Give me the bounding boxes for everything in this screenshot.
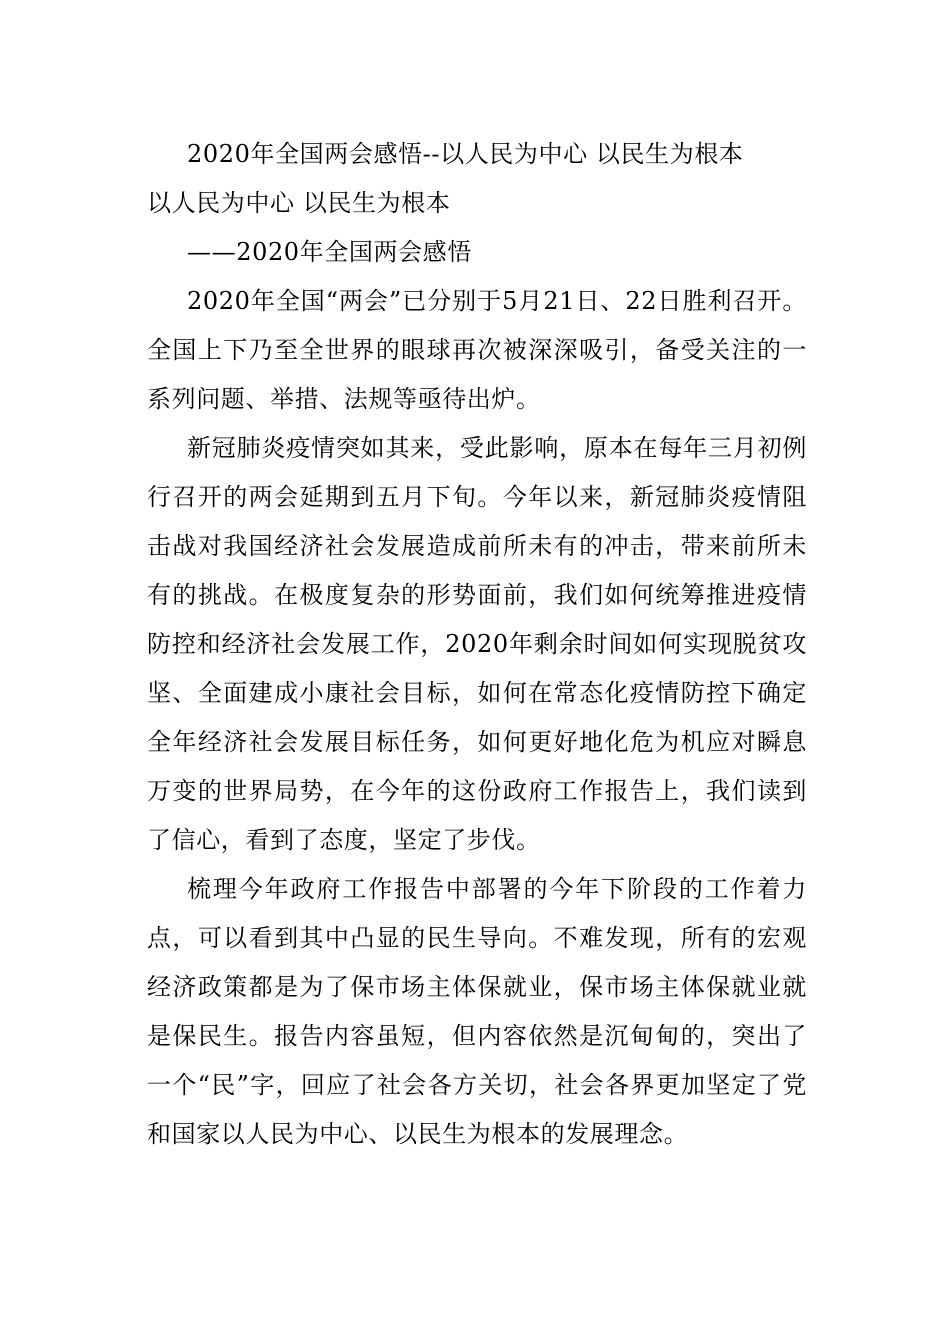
document-body [147, 130, 807, 1159]
paragraph-1: 2020年全国“两会”已分别于5月21日、22日胜利召开。全国上下乃至全世界的眼球再次被深深吸引，备受关注的一系列问题、举措、法规等亟待出炉。 [147, 287, 807, 413]
paragraph-3: 梳理今年政府工作报告中部署的今年下阶段的工作着力点，可以看到其中凸显的民生导向。不难发现，所有的宏观经济政策都是为了保市场主体保就业，保市场主体保就业就是保民生。报告内容虽短，但内容依然是沉甸甸的，突出了一个“民”字，回应了社会各方关切，社会各界更加坚定了党和国家以人民为中心、以民生为根本的发展理念。 [147, 875, 807, 1148]
document-byline: ——2020年全国两会感悟 [187, 238, 472, 266]
document-subtitle: 以人民为中心 以民生为根本 [147, 189, 451, 217]
paragraph-2: 新冠肺炎疫情突如其来，受此影响，原本在每年三月初例行召开的两会延期到五月下旬。今年以来，新冠肺炎疫情阻击战对我国经济社会发展造成前所未有的冲击，带来前所未有的挑战。在极度复杂的形势面前，我们如何统筹推进疫情防控和经济社会发展工作，2020年剩余时间如何实现脱贫攻坚、全面建成小康社会目标，如何在常态化疫情防控下确定全年经济社会发展目标任务，如何更好地化危为机应对瞬息万变的世界局势，在今年的这份政府工作报告上，我们读到了信心，看到了态度，坚定了步伐。 [147, 434, 807, 854]
document-title: 2020年全国两会感悟--以人民为中心 以民生为根本 [187, 140, 744, 168]
